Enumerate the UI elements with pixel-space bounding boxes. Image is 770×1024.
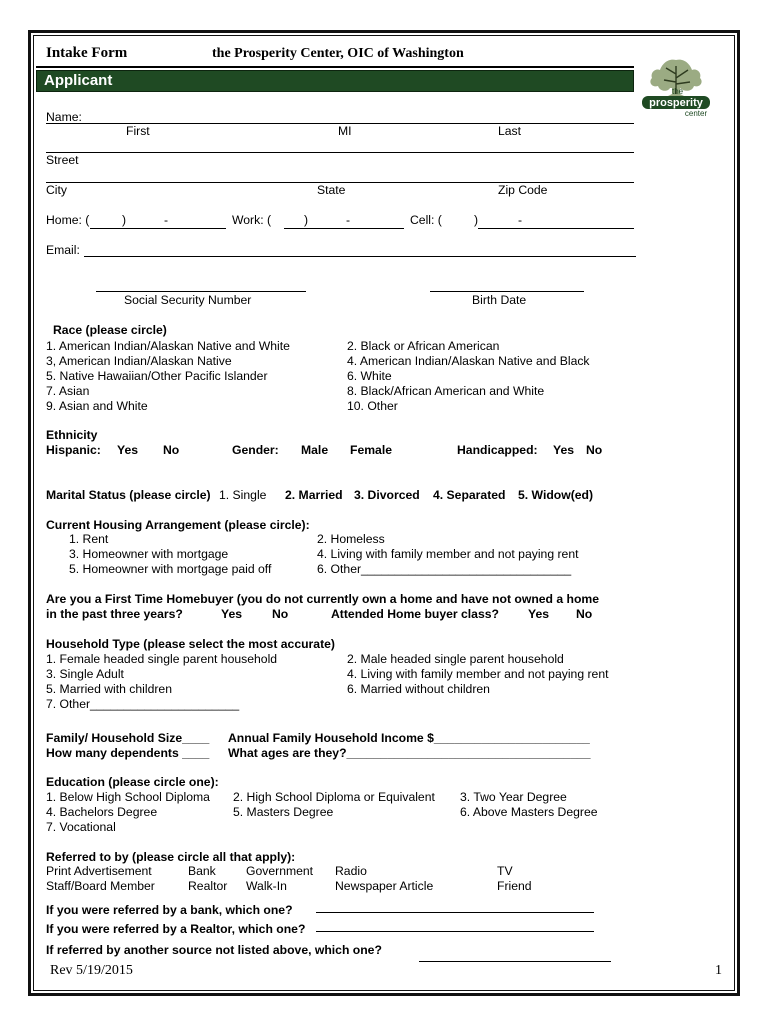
household-type-option[interactable]: 6. Married without children bbox=[347, 682, 490, 696]
marital-single-option[interactable]: 1. Single bbox=[219, 488, 267, 502]
section-banner bbox=[36, 70, 634, 92]
mi-label: MI bbox=[338, 124, 352, 138]
referral-option[interactable]: Newspaper Article bbox=[335, 879, 434, 893]
referral-option[interactable]: Government bbox=[246, 864, 314, 878]
homebuyer-class-yes-option[interactable]: Yes bbox=[528, 607, 550, 621]
marital-widowed-option[interactable]: 5. Widow(ed) bbox=[518, 488, 594, 502]
household-type-option[interactable]: 5. Married with children bbox=[46, 682, 172, 696]
race-option[interactable]: 2. Black or African American bbox=[347, 339, 500, 353]
homebuyer-no-option[interactable]: No bbox=[272, 607, 289, 621]
referral-option[interactable]: Walk-In bbox=[246, 879, 287, 893]
household-size-field[interactable]: Family/ Household Size____ bbox=[46, 731, 210, 745]
home-phone-close: ) bbox=[122, 213, 127, 227]
birthdate-field-line[interactable] bbox=[430, 291, 584, 292]
work-phone-close: ) bbox=[304, 213, 309, 227]
street-label: Street bbox=[46, 153, 79, 167]
household-type-title: Household Type (please select the most accurate) bbox=[46, 637, 335, 651]
bank-referral-field[interactable] bbox=[316, 912, 594, 913]
first-name-label: First bbox=[126, 124, 150, 138]
homebuyer-class-question: Attended Home buyer class? bbox=[331, 607, 499, 621]
header-rule bbox=[36, 66, 634, 68]
cell-phone-field[interactable] bbox=[478, 228, 634, 229]
svg-text:center: center bbox=[684, 109, 708, 118]
gender-label: Gender: bbox=[232, 443, 279, 457]
home-phone-field[interactable] bbox=[90, 228, 226, 229]
education-option[interactable]: 2. High School Diploma or Equivalent bbox=[233, 790, 435, 804]
cell-phone-dash: - bbox=[518, 213, 523, 227]
homebuyer-yes-option[interactable]: Yes bbox=[221, 607, 243, 621]
education-option[interactable]: 4. Bachelors Degree bbox=[46, 805, 158, 819]
referral-option[interactable]: Realtor bbox=[188, 879, 228, 893]
marital-separated-option[interactable]: 4. Separated bbox=[433, 488, 506, 502]
work-phone-dash: - bbox=[346, 213, 351, 227]
housing-option[interactable]: 2. Homeless bbox=[317, 532, 385, 546]
handicapped-no-option[interactable]: No bbox=[586, 443, 603, 457]
housing-option[interactable]: 5. Homeowner with mortgage paid off bbox=[69, 562, 272, 576]
state-label: State bbox=[317, 183, 346, 197]
handicapped-yes-option[interactable]: Yes bbox=[553, 443, 575, 457]
svg-text:the: the bbox=[672, 87, 684, 96]
marital-married-option[interactable]: 2. Married bbox=[285, 488, 343, 502]
race-title: Race (please circle) bbox=[53, 323, 167, 337]
realtor-referral-field[interactable] bbox=[316, 931, 594, 932]
street-field-line[interactable] bbox=[46, 152, 634, 153]
race-option[interactable]: 1. American Indian/Alaskan Native and White bbox=[46, 339, 290, 353]
homebuyer-class-no-option[interactable]: No bbox=[576, 607, 593, 621]
birthdate-label: Birth Date bbox=[472, 293, 527, 307]
referral-option[interactable]: Bank bbox=[188, 864, 216, 878]
ethnicity-title: Ethnicity bbox=[46, 428, 98, 442]
race-option[interactable]: 5. Native Hawaiian/Other Pacific Islander bbox=[46, 369, 268, 383]
household-type-option[interactable]: 2. Male headed single parent household bbox=[347, 652, 564, 666]
homebuyer-question-cont: in the past three years? bbox=[46, 607, 183, 621]
education-option[interactable]: 6. Above Masters Degree bbox=[460, 805, 598, 819]
education-option[interactable]: 1. Below High School Diploma bbox=[46, 790, 210, 804]
prosperity-center-logo bbox=[638, 52, 714, 122]
handicapped-label: Handicapped: bbox=[457, 443, 538, 457]
cell-phone-label: Cell: ( bbox=[410, 213, 442, 227]
household-type-option[interactable]: 3. Single Adult bbox=[46, 667, 124, 681]
housing-option[interactable]: 6. Other_______________________________ bbox=[317, 562, 572, 576]
gender-male-option[interactable]: Male bbox=[301, 443, 329, 457]
email-field-line[interactable] bbox=[84, 256, 636, 257]
referral-option[interactable]: Staff/Board Member bbox=[46, 879, 155, 893]
work-phone-field[interactable] bbox=[284, 228, 404, 229]
other-referral-field[interactable] bbox=[419, 961, 611, 962]
race-option[interactable]: 4. American Indian/Alaskan Native and Black bbox=[347, 354, 590, 368]
education-title: Education (please circle one): bbox=[46, 775, 219, 789]
referral-option[interactable]: TV bbox=[497, 864, 513, 878]
referral-option[interactable]: Friend bbox=[497, 879, 532, 893]
cell-phone-close: ) bbox=[474, 213, 479, 227]
page-border-inner bbox=[33, 35, 735, 991]
form-title: Intake Form bbox=[46, 45, 128, 61]
race-option[interactable]: 10. Other bbox=[347, 399, 398, 413]
race-option[interactable]: 9. Asian and White bbox=[46, 399, 148, 413]
marital-status-label: Marital Status (please circle) bbox=[46, 488, 211, 502]
race-option[interactable]: 3, American Indian/Alaskan Native bbox=[46, 354, 232, 368]
housing-option[interactable]: 1. Rent bbox=[69, 532, 109, 546]
bank-referral-question: If you were referred by a bank, which one? bbox=[46, 903, 293, 917]
education-option[interactable]: 5. Masters Degree bbox=[233, 805, 334, 819]
svg-text:prosperity: prosperity bbox=[649, 97, 703, 109]
dependent-ages-field[interactable]: What ages are they?____________________________________ bbox=[228, 746, 591, 760]
last-name-label: Last bbox=[498, 124, 522, 138]
education-option[interactable]: 3. Two Year Degree bbox=[460, 790, 567, 804]
marital-divorced-option[interactable]: 3. Divorced bbox=[354, 488, 420, 502]
section-title: Applicant bbox=[44, 72, 113, 89]
education-option[interactable]: 7. Vocational bbox=[46, 820, 116, 834]
zip-label: Zip Code bbox=[498, 183, 548, 197]
page-number: 1 bbox=[715, 963, 722, 978]
city-label: City bbox=[46, 183, 67, 197]
org-name: the Prosperity Center, OIC of Washington bbox=[212, 46, 464, 61]
gender-female-option[interactable]: Female bbox=[350, 443, 393, 457]
other-referral-question: If referred by another source not listed above, which one? bbox=[46, 943, 382, 957]
hispanic-yes-option[interactable]: Yes bbox=[117, 443, 139, 457]
name-label: Name: bbox=[46, 110, 82, 124]
realtor-referral-question: If you were referred by a Realtor, which one? bbox=[46, 922, 306, 936]
referred-title: Referred to by (please circle all that apply): bbox=[46, 850, 296, 864]
housing-title: Current Housing Arrangement (please circle): bbox=[46, 518, 310, 532]
household-type-option[interactable]: 1. Female headed single parent household bbox=[46, 652, 278, 666]
race-option[interactable]: 6. White bbox=[347, 369, 392, 383]
ssn-field-line[interactable] bbox=[96, 291, 306, 292]
hispanic-label: Hispanic: bbox=[46, 443, 101, 457]
email-label: Email: bbox=[46, 243, 80, 257]
home-phone-dash: - bbox=[164, 213, 169, 227]
home-phone-label: Home: ( bbox=[46, 213, 90, 227]
household-type-option[interactable]: 7. Other______________________ bbox=[46, 697, 240, 711]
housing-option[interactable]: 3. Homeowner with mortgage bbox=[69, 547, 229, 561]
revision-date: Rev 5/19/2015 bbox=[50, 963, 133, 978]
homebuyer-question: Are you a First Time Homebuyer (you do not currently own a home and have not owned a home bbox=[46, 592, 600, 606]
work-phone-label: Work: ( bbox=[232, 213, 272, 227]
referral-option[interactable]: Radio bbox=[335, 864, 367, 878]
race-option[interactable]: 8. Black/African American and White bbox=[347, 384, 545, 398]
household-type-option[interactable]: 4. Living with family member and not paying rent bbox=[347, 667, 609, 681]
referral-option[interactable]: Print Advertisement bbox=[46, 864, 152, 878]
dependents-field[interactable]: How many dependents ____ bbox=[46, 746, 210, 760]
hispanic-no-option[interactable]: No bbox=[163, 443, 180, 457]
race-option[interactable]: 7. Asian bbox=[46, 384, 90, 398]
annual-income-field[interactable]: Annual Family Household Income $_______________________ bbox=[228, 731, 590, 745]
ssn-label: Social Security Number bbox=[124, 293, 252, 307]
housing-option[interactable]: 4. Living with family member and not paying rent bbox=[317, 547, 579, 561]
